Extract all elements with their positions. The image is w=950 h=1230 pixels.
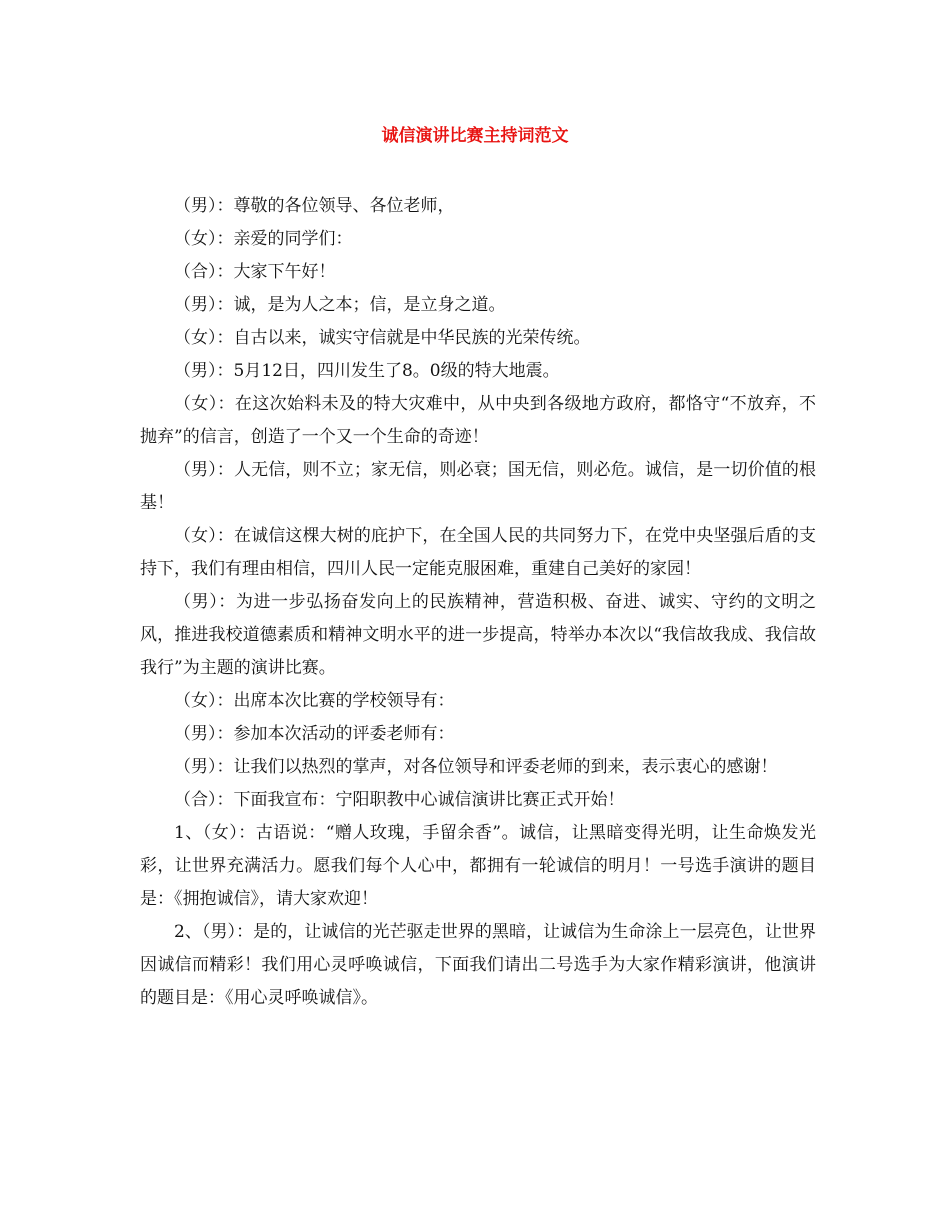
paragraph: 2、（男）：是的，让诚信的光芒驱走世界的黑暗，让诚信为生命涂上一层亮色，让世界因诚信而精彩！我们用心灵呼唤诚信，下面我们请出二号选手为大家作精彩演讲，他演讲的题目是：《用心灵呼唤诚信》。 <box>140 922 816 1008</box>
paragraph: （男）：为进一步弘扬奋发向上的民族精神，营造积极、奋进、诚实、守约的文明之风，推进我校道德素质和精神文明水平的进一步提高，特举办本次以“我信故我成、我信故我行”为主题的演讲比赛。 <box>140 592 816 678</box>
paragraph: （女）：出席本次比赛的学校领导有： <box>174 691 455 711</box>
paragraph: （合）：大家下午好！ <box>174 262 336 282</box>
paragraph: （女）：在这次始料未及的特大灾难中，从中央到各级地方政府，都恪守“不放弃，不抛弃”的信言，创造了一个又一个生命的奇迹！ <box>140 394 816 447</box>
paragraph: （女）：自古以来，诚实守信就是中华民族的光荣传统。 <box>174 328 591 348</box>
paragraph: （男）：诚，是为人之本；信，是立身之道。 <box>174 295 506 315</box>
document-title: 诚信演讲比赛主持词范文 <box>381 126 569 146</box>
paragraph: （女）：在诚信这棵大树的庇护下，在全国人民的共同努力下，在党中央坚强后盾的支持下，我们有理由相信，四川人民一定能克服困难，重建自己美好的家园！ <box>140 526 816 579</box>
paragraph: （女）：亲爱的同学们： <box>174 229 353 249</box>
paragraph: 1、（女）：古语说：“赠人玫瑰，手留余香”。诚信，让黑暗变得光明，让生命焕发光彩，让世界充满活力。愿我们每个人心中，都拥有一轮诚信的明月！一号选手演讲的题目是：《拥抱诚信》，请大家欢迎！ <box>140 823 816 909</box>
paragraph: （男）：让我们以热烈的掌声，对各位领导和评委老师的到来，表示衷心的感谢！ <box>174 757 778 777</box>
paragraph: （男）：人无信，则不立；家无信，则必衰；国无信，则必危。诚信，是一切价值的根基！ <box>140 460 816 513</box>
paragraph: （男）：参加本次活动的评委老师有： <box>174 724 455 744</box>
document-body <box>140 190 816 1015</box>
paragraph: （男）：尊敬的各位领导、各位老师， <box>174 196 455 216</box>
paragraph: （合）：下面我宣布：宁阳职教中心诚信演讲比赛正式开始！ <box>174 790 625 810</box>
paragraph: （男）：5月12日，四川发生了8。0级的特大地震。 <box>174 361 560 381</box>
